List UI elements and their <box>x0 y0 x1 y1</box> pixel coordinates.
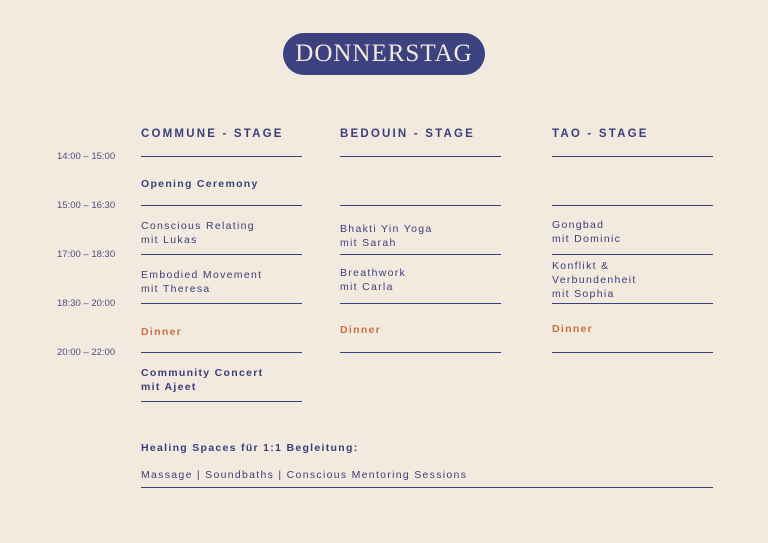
time-slot-1: 14:00 – 15:00 <box>57 151 116 162</box>
divider <box>141 254 302 255</box>
session-tao-3: Konflikt & Verbundenheit mit Sophia <box>552 260 637 300</box>
day-title: DONNERSTAG <box>283 33 485 75</box>
divider <box>141 156 302 157</box>
time-slot-4: 18:30 – 20:00 <box>57 298 116 309</box>
footer-divider <box>141 487 713 488</box>
time-slot-2: 15:00 – 16:30 <box>57 200 116 211</box>
time-slot-5: 20:00 – 22:00 <box>57 347 116 358</box>
divider <box>340 352 501 353</box>
divider <box>340 156 501 157</box>
session-bedouin-dinner: Dinner <box>340 324 382 336</box>
divider <box>552 352 713 353</box>
divider <box>141 401 302 402</box>
divider <box>340 254 501 255</box>
session-commune-3: Embodied Movement mit Theresa <box>141 269 263 295</box>
session-bedouin-3: Breathwork mit Carla <box>340 267 407 293</box>
stage-header-bedouin: BEDOUIN - STAGE <box>340 128 476 140</box>
session-tao-2: Gongbad mit Dominic <box>552 219 622 245</box>
divider <box>552 205 713 206</box>
session-commune-5: Community Concert mit Ajeet <box>141 367 264 393</box>
divider <box>141 352 302 353</box>
session-commune-dinner: Dinner <box>141 326 183 338</box>
healing-spaces-list: Massage | Soundbaths | Conscious Mentoring Sessions <box>141 469 468 481</box>
divider <box>552 303 713 304</box>
session-tao-dinner: Dinner <box>552 323 594 335</box>
divider <box>141 205 302 206</box>
divider <box>340 205 501 206</box>
divider <box>552 156 713 157</box>
time-slot-3: 17:00 – 18:30 <box>57 249 116 260</box>
session-commune-1: Opening Ceremony <box>141 178 259 190</box>
stage-header-commune: COMMUNE - STAGE <box>141 128 284 140</box>
session-bedouin-2: Bhakti Yin Yoga mit Sarah <box>340 223 433 249</box>
divider <box>141 303 302 304</box>
divider <box>552 254 713 255</box>
divider <box>340 303 501 304</box>
session-commune-2: Conscious Relating mit Lukas <box>141 220 255 246</box>
healing-spaces-heading: Healing Spaces für 1:1 Begleitung: <box>141 442 359 454</box>
stage-header-tao: TAO - STAGE <box>552 128 649 140</box>
